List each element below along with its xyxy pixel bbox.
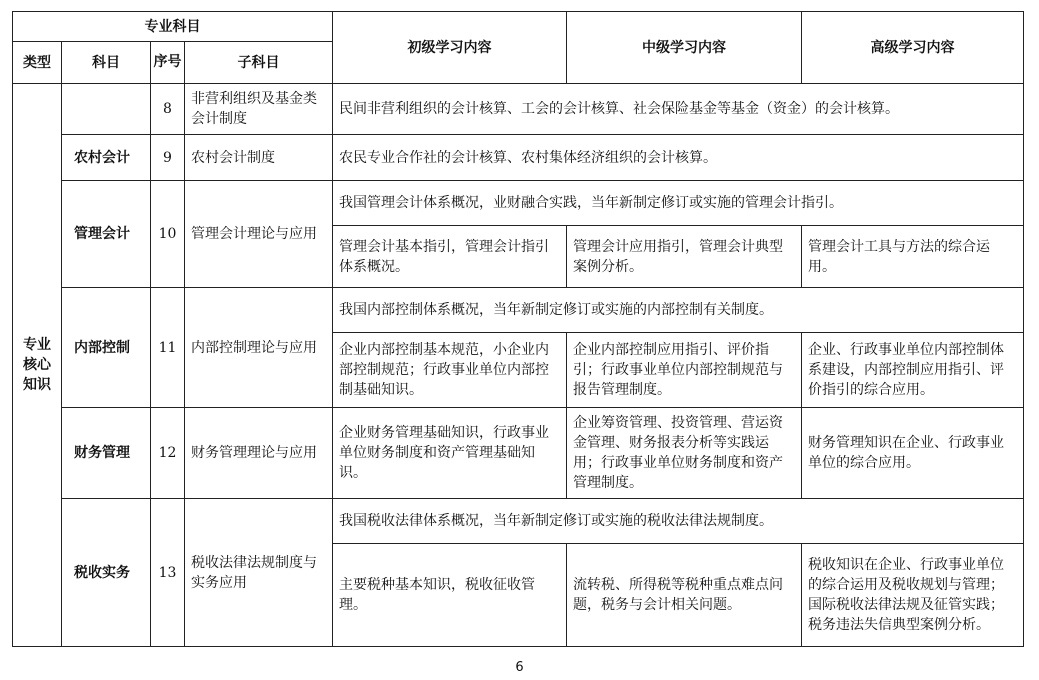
category-cell <box>13 84 62 647</box>
content-all-levels: 我国内部控制体系概况，当年新制定修订或实施的内部控制有关制度。 <box>333 288 1024 333</box>
subject-cell: 农村会计 <box>62 135 151 181</box>
seq-cell: 13 <box>151 499 185 647</box>
table-row <box>13 288 1024 333</box>
subject-cell: 内部控制 <box>62 288 151 408</box>
content-intermediate: 企业筹资管理、投资管理、营运资金管理、财务报表分析等实践运用；行政事业单位财务制度和资产管理制度。 <box>567 408 802 499</box>
header-professional-subjects: 专业科目 <box>13 12 333 42</box>
content-all-levels: 我国税收法律体系概况，当年新制定修订或实施的税收法律法规制度。 <box>333 499 1024 544</box>
content-all-levels: 农民专业合作社的会计核算、农村集体经济组织的会计核算。 <box>333 135 1024 181</box>
table-row <box>13 135 1024 181</box>
subject-cell <box>62 84 151 135</box>
subject-cell: 财务管理 <box>62 408 151 499</box>
seq-cell: 12 <box>151 408 185 499</box>
header-basic-content: 初级学习内容 <box>333 12 567 84</box>
subject-cell: 税收实务 <box>62 499 151 647</box>
content-advanced: 税收知识在企业、行政事业单位的综合运用及税收规划与管理；国际税收法律法规及征管实践；税务违法失信典型案例分析。 <box>802 544 1024 647</box>
content-intermediate: 企业内部控制应用指引、评价指引；行政事业单位内部控制规范与报告管理制度。 <box>567 333 802 408</box>
subsubject-cell: 税收法律法规制度与实务应用 <box>185 499 333 647</box>
seq-cell: 8 <box>151 84 185 135</box>
seq-cell: 10 <box>151 181 185 288</box>
header-subject: 科目 <box>62 42 151 84</box>
seq-cell: 9 <box>151 135 185 181</box>
content-basic: 企业内部控制基本规范，小企业内部控制规范；行政事业单位内部控制基础知识。 <box>333 333 567 408</box>
subject-cell: 管理会计 <box>62 181 151 288</box>
subsubject-cell: 内部控制理论与应用 <box>185 288 333 408</box>
content-all-levels: 我国管理会计体系概况，业财融合实践，当年新制定修订或实施的管理会计指引。 <box>333 181 1024 226</box>
learning-content-table <box>12 11 1024 647</box>
table-row <box>13 181 1024 226</box>
content-intermediate: 流转税、所得税等税种重点难点问题，税务与会计相关问题。 <box>567 544 802 647</box>
content-basic: 企业财务管理基础知识，行政事业单位财务制度和资产管理基础知识。 <box>333 408 567 499</box>
subsubject-cell: 财务管理理论与应用 <box>185 408 333 499</box>
content-all-levels: 民间非营利组织的会计核算、工会的会计核算、社会保险基金等基金（资金）的会计核算。 <box>333 84 1024 135</box>
table-row <box>13 499 1024 544</box>
subsubject-cell: 管理会计理论与应用 <box>185 181 333 288</box>
subsubject-cell: 农村会计制度 <box>185 135 333 181</box>
content-basic: 管理会计基本指引，管理会计指引体系概况。 <box>333 226 567 288</box>
content-basic: 主要税种基本知识，税收征收管理。 <box>333 544 567 647</box>
header-seq: 序号 <box>151 42 185 84</box>
subsubject-cell: 非营利组织及基金类会计制度 <box>185 84 333 135</box>
content-advanced: 企业、行政事业单位内部控制体系建设，内部控制应用指引、评价指引的综合应用。 <box>802 333 1024 408</box>
category-label: 专业核心知识 <box>23 337 51 393</box>
content-intermediate: 管理会计应用指引，管理会计典型案例分析。 <box>567 226 802 288</box>
header-type: 类型 <box>13 42 62 84</box>
content-advanced: 管理会计工具与方法的综合运用。 <box>802 226 1024 288</box>
page-number: 6 <box>515 660 524 675</box>
header-advanced-content: 高级学习内容 <box>802 12 1024 84</box>
header-subsubject: 子科目 <box>185 42 333 84</box>
table-row <box>13 408 1024 499</box>
table-row <box>13 84 1024 135</box>
seq-cell: 11 <box>151 288 185 408</box>
header-intermediate-content: 中级学习内容 <box>567 12 802 84</box>
content-advanced: 财务管理知识在企业、行政事业单位的综合应用。 <box>802 408 1024 499</box>
